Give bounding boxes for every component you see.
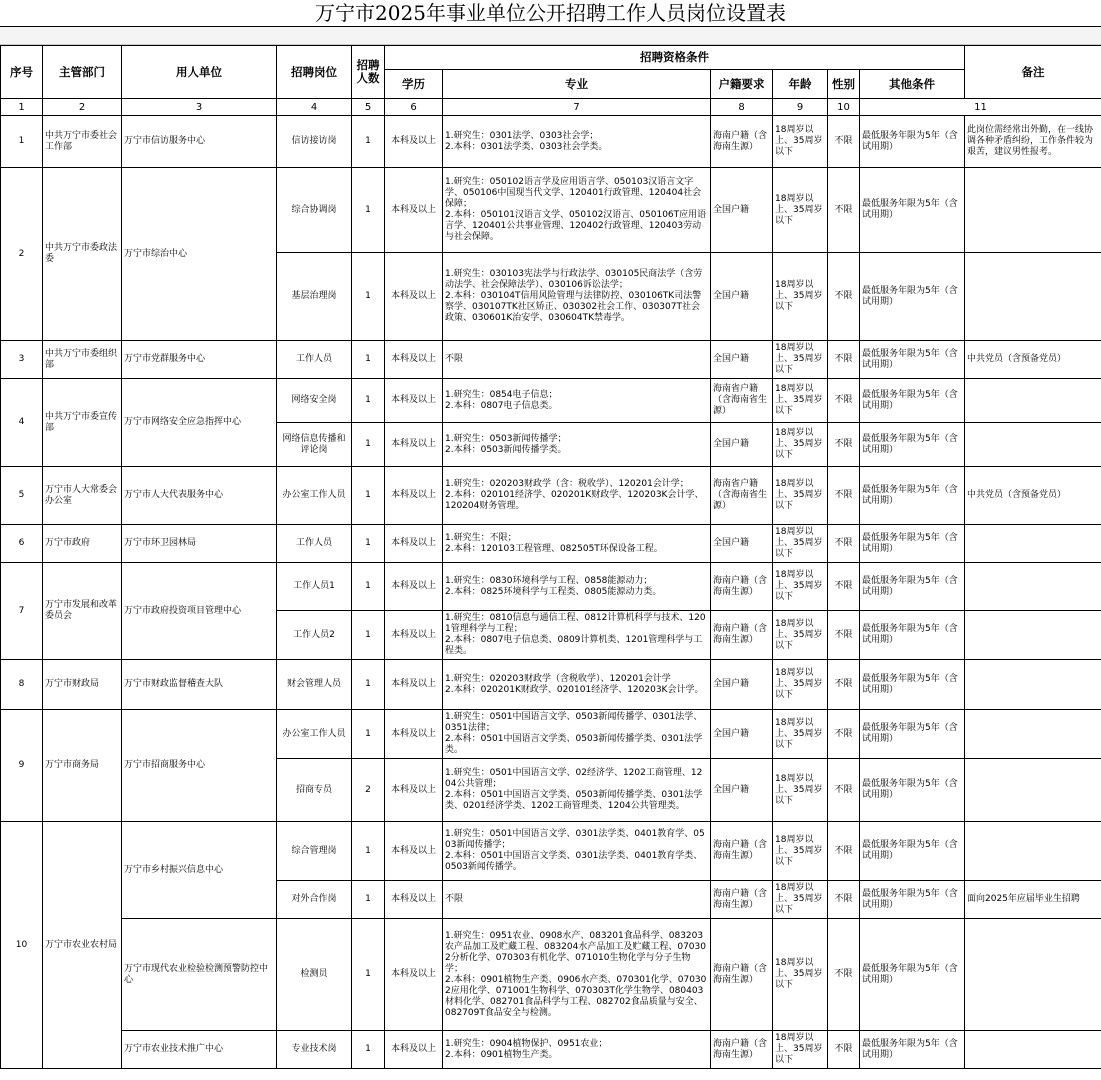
cell-age: 18周岁以上、35周岁以下 — [773, 611, 828, 660]
cell-major: 1.研究生：0301法学、0303社会学； 2.本科：0301法学类、0303社会学类。 — [443, 116, 711, 168]
cell-dept: 万宁市发展和改革委员会 — [43, 563, 122, 660]
cell-post: 专业技术岗 — [277, 1031, 352, 1069]
table-row — [1, 341, 1101, 379]
cell-gender: 不限 — [828, 759, 860, 822]
cell-other: 最低服务年限为5年（含试用期） — [860, 660, 965, 710]
cell-unit: 万宁市综治中心 — [122, 168, 277, 341]
cell-edu: 本科及以上 — [385, 881, 443, 919]
cell-age: 18周岁以上、35周岁以下 — [773, 1031, 828, 1069]
cell-seq: 10 — [1, 822, 43, 1069]
cell-gender: 不限 — [828, 611, 860, 660]
cell-huji: 海南户籍（含海南生源） — [711, 822, 773, 881]
cell-gender: 不限 — [828, 379, 860, 423]
cell-unit: 万宁市现代农业检验检测预警防控中心 — [122, 919, 277, 1031]
cell-other: 最低服务年限为5年（含试用期） — [860, 611, 965, 660]
cell-major: 1.研究生：050102语言学及应用语言学、050103汉语言文字学、050106中国现当代文学、120401行政管理、120404社会保障； 2.本科：050101汉语言文学、050102汉语言、050106T应用语言学、120401公共事业管理、120402行政管理、120403劳动与社会保障。 — [443, 168, 711, 253]
cell-other: 最低服务年限为5年（含试用期） — [860, 253, 965, 341]
cell-huji: 全国户籍 — [711, 759, 773, 822]
cell-unit: 万宁市招商服务中心 — [122, 710, 277, 822]
cell-note — [965, 525, 1101, 563]
cell-count: 1 — [352, 710, 385, 759]
cell-other: 最低服务年限为5年（含试用期） — [860, 423, 965, 467]
cell-post: 信访接访岗 — [277, 116, 352, 168]
cell-huji: 全国户籍 — [711, 423, 773, 467]
cell-huji: 全国户籍 — [711, 168, 773, 253]
cell-age: 18周岁以上、35周岁以下 — [773, 379, 828, 423]
cell-seq: 1 — [1, 116, 43, 168]
cell-seq: 3 — [1, 341, 43, 379]
cell-gender: 不限 — [828, 660, 860, 710]
cell-major: 1.研究生：0501中国语言文学、0503新闻传播学、0301法学、0351法律； 2.本科：0501中国语言文学类、0503新闻传播学类、0301法学类。 — [443, 710, 711, 759]
cell-gender: 不限 — [828, 423, 860, 467]
col-number: 6 — [385, 99, 443, 116]
header-count: 招聘人数 — [352, 46, 385, 99]
header-other: 其他条件 — [860, 70, 965, 99]
cell-count: 1 — [352, 919, 385, 1031]
cell-gender: 不限 — [828, 822, 860, 881]
cell-count: 1 — [352, 1031, 385, 1069]
cell-post: 招商专员 — [277, 759, 352, 822]
cell-edu: 本科及以上 — [385, 253, 443, 341]
table-row — [1, 822, 1101, 881]
cell-edu: 本科及以上 — [385, 919, 443, 1031]
cell-post: 工作人员1 — [277, 563, 352, 611]
cell-other: 最低服务年限为5年（含试用期） — [860, 116, 965, 168]
cell-post: 网络信息传播和评论岗 — [277, 423, 352, 467]
cell-note: 此岗位需经常出外勤，在一线协调各种矛盾纠纷，工作条件较为艰苦，建议男性报考。 — [965, 116, 1101, 168]
cell-note — [965, 611, 1101, 660]
table-row — [1, 379, 1101, 423]
cell-post: 工作人员 — [277, 341, 352, 379]
cell-unit: 万宁市人大代表服务中心 — [122, 467, 277, 525]
cell-age: 18周岁以上、35周岁以下 — [773, 116, 828, 168]
cell-major: 1.研究生：020203财政学（含：税收学）、120201会计学； 2.本科：020101经济学、020201K财政学、120203K会计学、120204财务管理。 — [443, 467, 711, 525]
col-number: 7 — [443, 99, 711, 116]
cell-note — [965, 919, 1101, 1031]
cell-huji: 海南户籍（含海南生源） — [711, 919, 773, 1031]
cell-note — [965, 379, 1101, 423]
cell-gender: 不限 — [828, 253, 860, 341]
col-number: 2 — [43, 99, 122, 116]
cell-gender: 不限 — [828, 1031, 860, 1069]
cell-other: 最低服务年限为5年（含试用期） — [860, 379, 965, 423]
cell-note — [965, 563, 1101, 611]
header-note: 备注 — [965, 46, 1101, 99]
cell-huji: 全国户籍 — [711, 341, 773, 379]
cell-age: 18周岁以上、35周岁以下 — [773, 710, 828, 759]
cell-huji: 海南省户籍（含海南省生源） — [711, 467, 773, 525]
cell-seq: 7 — [1, 563, 43, 660]
cell-gender: 不限 — [828, 563, 860, 611]
table-row — [1, 660, 1101, 710]
cell-major: 1.研究生：0503新闻传播学； 2.本科：0503新闻传播学类。 — [443, 423, 711, 467]
cell-count: 1 — [352, 168, 385, 253]
cell-age: 18周岁以上、35周岁以下 — [773, 563, 828, 611]
cell-post: 网络安全岗 — [277, 379, 352, 423]
cell-edu: 本科及以上 — [385, 563, 443, 611]
table-row — [1, 168, 1101, 253]
cell-note — [965, 822, 1101, 881]
cell-edu: 本科及以上 — [385, 611, 443, 660]
cell-post: 综合管理岗 — [277, 822, 352, 881]
cell-gender: 不限 — [828, 919, 860, 1031]
cell-count: 1 — [352, 660, 385, 710]
cell-major: 不限 — [443, 881, 711, 919]
header-gender: 性别 — [828, 70, 860, 99]
table-row — [1, 525, 1101, 563]
cell-count: 1 — [352, 467, 385, 525]
col-number: 3 — [122, 99, 277, 116]
cell-count: 1 — [352, 822, 385, 881]
cell-huji: 海南户籍（含海南生源） — [711, 611, 773, 660]
cell-edu: 本科及以上 — [385, 1031, 443, 1069]
col-number: 5 — [352, 99, 385, 116]
title-bar — [0, 0, 1101, 27]
cell-huji: 海南省户籍（含海南省生源） — [711, 379, 773, 423]
cell-other: 最低服务年限为5年（含试用期） — [860, 525, 965, 563]
cell-dept: 中共万宁市委宣传部 — [43, 379, 122, 467]
cell-post: 工作人员 — [277, 525, 352, 563]
col-number: 11 — [860, 99, 1101, 116]
cell-age: 18周岁以上、35周岁以下 — [773, 660, 828, 710]
cell-edu: 本科及以上 — [385, 525, 443, 563]
cell-note — [965, 168, 1101, 253]
cell-post: 财会管理人员 — [277, 660, 352, 710]
cell-age: 18周岁以上、35周岁以下 — [773, 253, 828, 341]
recruitment-table — [0, 45, 1101, 1069]
cell-count: 1 — [352, 379, 385, 423]
cell-edu: 本科及以上 — [385, 660, 443, 710]
table-row — [1, 1031, 1101, 1069]
cell-note — [965, 710, 1101, 759]
cell-huji: 海南户籍（含海南生源） — [711, 116, 773, 168]
cell-gender: 不限 — [828, 525, 860, 563]
cell-age: 18周岁以上、35周岁以下 — [773, 881, 828, 919]
col-number: 9 — [773, 99, 828, 116]
cell-other: 最低服务年限为5年（含试用期） — [860, 168, 965, 253]
cell-age: 18周岁以上、35周岁以下 — [773, 759, 828, 822]
cell-other: 最低服务年限为5年（含试用期） — [860, 919, 965, 1031]
cell-unit: 万宁市环卫园林局 — [122, 525, 277, 563]
cell-huji: 全国户籍 — [711, 253, 773, 341]
cell-dept: 中共万宁市委社会工作部 — [43, 116, 122, 168]
cell-huji: 海南户籍（含海南生源） — [711, 1031, 773, 1069]
cell-huji: 全国户籍 — [711, 525, 773, 563]
cell-gender: 不限 — [828, 341, 860, 379]
col-number: 8 — [711, 99, 773, 116]
cell-unit: 万宁市信访服务中心 — [122, 116, 277, 168]
page-title: 万宁市2025年事业单位公开招聘工作人员岗位设置表 — [315, 1, 786, 25]
table-row — [1, 563, 1101, 611]
table-row — [1, 467, 1101, 525]
cell-post: 基层治理岗 — [277, 253, 352, 341]
column-number-row — [1, 99, 1101, 116]
cell-post: 对外合作岗 — [277, 881, 352, 919]
header-post: 招聘岗位 — [277, 46, 352, 99]
cell-count: 1 — [352, 253, 385, 341]
cell-post: 工作人员2 — [277, 611, 352, 660]
cell-dept: 中共万宁市委政法委 — [43, 168, 122, 341]
cell-note — [965, 423, 1101, 467]
cell-gender: 不限 — [828, 116, 860, 168]
cell-huji: 海南户籍（含海南生源） — [711, 881, 773, 919]
cell-gender: 不限 — [828, 467, 860, 525]
cell-dept: 中共万宁市委组织部 — [43, 341, 122, 379]
col-number: 10 — [828, 99, 860, 116]
cell-dept: 万宁市农业农村局 — [43, 822, 122, 1069]
cell-age: 18周岁以上、35周岁以下 — [773, 168, 828, 253]
cell-note: 面向2025年应届毕业生招聘 — [965, 881, 1101, 919]
cell-note — [965, 660, 1101, 710]
cell-other: 最低服务年限为5年（含试用期） — [860, 467, 965, 525]
cell-major: 不限 — [443, 341, 711, 379]
cell-age: 18周岁以上、35周岁以下 — [773, 341, 828, 379]
cell-gender: 不限 — [828, 710, 860, 759]
cell-edu: 本科及以上 — [385, 116, 443, 168]
cell-note — [965, 253, 1101, 341]
cell-major: 1.研究生：0904植物保护、0951农业； 2.本科：0901植物生产类。 — [443, 1031, 711, 1069]
table-row — [1, 710, 1101, 759]
cell-edu: 本科及以上 — [385, 423, 443, 467]
cell-count: 1 — [352, 611, 385, 660]
cell-unit: 万宁市政府投资项目管理中心 — [122, 563, 277, 660]
cell-count: 1 — [352, 116, 385, 168]
spreadsheet-blank-row — [0, 27, 1101, 45]
col-number: 4 — [277, 99, 352, 116]
cell-dept: 万宁市商务局 — [43, 710, 122, 822]
cell-seq: 6 — [1, 525, 43, 563]
cell-edu: 本科及以上 — [385, 822, 443, 881]
cell-edu: 本科及以上 — [385, 379, 443, 423]
table-row — [1, 116, 1101, 168]
cell-count: 1 — [352, 563, 385, 611]
cell-huji: 全国户籍 — [711, 710, 773, 759]
cell-unit: 万宁市财政监督稽查大队 — [122, 660, 277, 710]
cell-edu: 本科及以上 — [385, 759, 443, 822]
cell-count: 1 — [352, 525, 385, 563]
cell-huji: 全国户籍 — [711, 660, 773, 710]
cell-age: 18周岁以上、35周岁以下 — [773, 919, 828, 1031]
cell-edu: 本科及以上 — [385, 168, 443, 253]
cell-major: 1.研究生：0501中国语言文学、0301法学类、0401教育学、0503新闻传播学； 2.本科：0501中国语言文学类、0301法学类、0401教育学类、0503新闻传播学。 — [443, 822, 711, 881]
cell-dept: 万宁市政府 — [43, 525, 122, 563]
cell-seq: 8 — [1, 660, 43, 710]
cell-other: 最低服务年限为5年（含试用期） — [860, 341, 965, 379]
cell-major: 1.研究生：不限； 2.本科：120103工程管理、082505T环保设备工程。 — [443, 525, 711, 563]
cell-count: 1 — [352, 341, 385, 379]
cell-dept: 万宁市财政局 — [43, 660, 122, 710]
cell-count: 2 — [352, 759, 385, 822]
cell-post: 办公室工作人员 — [277, 710, 352, 759]
cell-other: 最低服务年限为5年（含试用期） — [860, 710, 965, 759]
cell-age: 18周岁以上、35周岁以下 — [773, 822, 828, 881]
cell-post: 检测员 — [277, 919, 352, 1031]
cell-age: 18周岁以上、35周岁以下 — [773, 467, 828, 525]
header-edu: 学历 — [385, 70, 443, 99]
header-unit: 用人单位 — [122, 46, 277, 99]
cell-other: 最低服务年限为5年（含试用期） — [860, 1031, 965, 1069]
cell-major: 1.研究生：0501中国语言文学、02经济学、1202工商管理、1204公共管理； 2.本科：0501中国语言文学类、0503新闻传播学类、0301法学类、0201经济学类、1202工商管理类、1204公共管理类。 — [443, 759, 711, 822]
cell-gender: 不限 — [828, 881, 860, 919]
cell-edu: 本科及以上 — [385, 467, 443, 525]
cell-other: 最低服务年限为5年（含试用期） — [860, 822, 965, 881]
cell-note — [965, 759, 1101, 822]
cell-edu: 本科及以上 — [385, 341, 443, 379]
cell-unit: 万宁市农业技术推广中心 — [122, 1031, 277, 1069]
cell-major: 1.研究生：0810信息与通信工程、0812计算机科学与技术、1201管理科学与工程； 2.本科：0807电子信息类、0809计算机类、1201管理科学与工程类。 — [443, 611, 711, 660]
cell-edu: 本科及以上 — [385, 710, 443, 759]
cell-huji: 海南户籍（含海南生源） — [711, 563, 773, 611]
cell-unit: 万宁市党群服务中心 — [122, 341, 277, 379]
cell-age: 18周岁以上、35周岁以下 — [773, 525, 828, 563]
header-dept: 主管部门 — [43, 46, 122, 99]
cell-dept: 万宁市人大常委会办公室 — [43, 467, 122, 525]
header-qualifications: 招聘资格条件 — [385, 46, 965, 70]
cell-major: 1.研究生：030103宪法学与行政法学、030105民商法学（含劳动法学、社会保障法学）、030106诉讼法学； 2.本科：030104T信用风险管理与法律防控、030106TK司法警察学、030107TK社区矫正、030302社会工作、030307T社会政策、030601K治安学、030604TK禁毒学。 — [443, 253, 711, 341]
cell-seq: 2 — [1, 168, 43, 341]
cell-note: 中共党员（含预备党员） — [965, 467, 1101, 525]
cell-note: 中共党员（含预备党员） — [965, 341, 1101, 379]
cell-major: 1.研究生：020203财政学（含税收学）、120201会计学 2.本科：020201K财政学、020101经济学、120203K会计学。 — [443, 660, 711, 710]
cell-gender: 不限 — [828, 168, 860, 253]
cell-seq: 9 — [1, 710, 43, 822]
cell-unit: 万宁市乡村振兴信息中心 — [122, 822, 277, 919]
cell-major: 1.研究生：0830环境科学与工程、0858能源动力； 2.本科：0825环境科学与工程类、0805能源动力类。 — [443, 563, 711, 611]
table-row — [1, 919, 1101, 1031]
cell-note — [965, 1031, 1101, 1069]
col-number: 1 — [1, 99, 43, 116]
cell-other: 最低服务年限为5年（含试用期） — [860, 563, 965, 611]
cell-count: 1 — [352, 881, 385, 919]
cell-unit: 万宁市网络安全应急指挥中心 — [122, 379, 277, 467]
cell-major: 1.研究生：0854电子信息； 2.本科：0807电子信息类。 — [443, 379, 711, 423]
header-huji: 户籍要求 — [711, 70, 773, 99]
cell-other: 最低服务年限为5年（含试用期） — [860, 881, 965, 919]
header-major: 专业 — [443, 70, 711, 99]
cell-major: 1.研究生：0951农业、0908水产、083201食品科学、083203农产品加工及贮藏工程、083204水产品加工及贮藏工程、070302分析化学、070303有机化学、071010生物化学与分子生物学； 2.本科：0901植物生产类、0906水产类、070301化学、070302应用化学、071001生物科学、070303T化学生物学、080403材料化学、082701食品科学与工程、082702食品质量与安全、082709T食品安全与检测。 — [443, 919, 711, 1031]
header-seq: 序号 — [1, 46, 43, 99]
header-age: 年龄 — [773, 70, 828, 99]
cell-other: 最低服务年限为5年（含试用期） — [860, 759, 965, 822]
cell-post: 办公室工作人员 — [277, 467, 352, 525]
cell-count: 1 — [352, 423, 385, 467]
cell-seq: 5 — [1, 467, 43, 525]
cell-seq: 4 — [1, 379, 43, 467]
cell-post: 综合协调岗 — [277, 168, 352, 253]
cell-age: 18周岁以上、35周岁以下 — [773, 423, 828, 467]
